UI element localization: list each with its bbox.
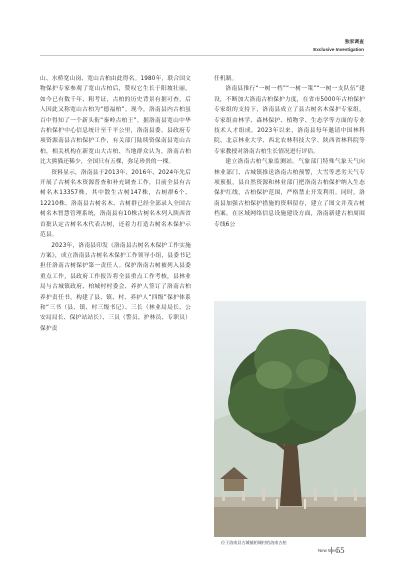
paragraph: 2023年，洛南县印发《洛南县古树名木保护工作实施方案》，成立洛南县古树名木保护工作领导小组，县委书记担任洛南古树保护第一责任人。保护洛南古树被列入县委重点工作，县政府工作报告将全县重点工作考核，县林业局与古城镇政府、柏城村村委会、养护人签订了洛南古柏养护责任书，构建了县、镇、村、养护人“四级”保护体系和“三书（县、镇、村三级书记）、三长（林业局局长、公安局局长、保护站站长）、三员（警员、护林员、专职员）保护责: [40, 242, 191, 332]
paragraph: 资料显示，洛南县于2013年、2016年、2024年先后开展了古树名木资源普查和补充调查工作，目前全县有古树名木13357株，其中散生古树147株，古树群6个、12210株。洛南县古树名木、古树群已经全部录入全国古树名木智慧管理系统，洛南县有10株古树名木列入陕西省首批认定古树名木代表古树，还着力打造古树名木保护示范县。: [40, 169, 191, 239]
tree-illustration: [214, 301, 366, 537]
paragraph: 任机制。: [214, 76, 238, 82]
paragraph: 洛南县推行“一树一档”“一树一策”“一树一支队伍”建设，不断加大洛南古柏保护力度，在省市5000年古柏保护专家组的支持下，洛南县成立了县古树名木保护专家组，专家组由林学、森林保护、植物学、生态学等方面的专业技术人才组成。2023年以来，洛南县每年邀请中国林科院、北京林业大学、西北农林科技大学、陕西省林科院等专家教授对洛南古柏生长情况进行评估。: [214, 86, 365, 155]
article-column-right: [214, 74, 365, 230]
paragraph: 建立洛南古柏气象监测站。气象部门特殊气象天气向林业部门、古城镇推送洛南古柏预警，大雪等恶劣天气专项预报，县自然资源和林业部门把洛南古柏保护纳入生态保护红线，古柏保护范围，严格禁止开发利用。同时，洛南县加强古柏保护措施的资料留存，建立了图文并茂古树档案。在区域网络信息设施建设方面，洛南新建古柏周围专线6公: [214, 159, 365, 228]
ancient-cypress-photo: [214, 301, 366, 537]
magazine-name: New West: [318, 548, 338, 553]
photo-caption: 位于洛南县古城镇柏城村的洛南古柏: [221, 540, 287, 545]
article-column-left: [40, 74, 191, 334]
footer-divider: [331, 547, 332, 554]
header-divider: [40, 55, 364, 56]
section-header-cn: 独家调查: [344, 40, 364, 45]
paragraph: 山、水桥宽山岗、宽山古柏由此得名。1980年，联合国文物保护专家参观了宽山古柏后，赞叹它生长于阳坡壮丽，如今已有数千年、粗考证，古柏的历史背景有据可查，后人因此又称宽山古柏为“德福柏”。现今，洛南县内古柏虽百中得知了一个新头衔“秦岭古柏王”。据洛南县宽山中华古柏保护中心信息统计至千平公里，洛南县委、县政府专项资源南县古柏保护工作，有关部门陆续资保南县宽山古柏，相关机构在新宽山大古柏、当地群众认为，洛南古柏比大熊猫还稀少，全国只有五棵，弥足珍贵的一棵。: [40, 76, 191, 166]
page-number: 55: [336, 545, 345, 555]
section-header-en: Exclusive Investigation: [313, 47, 364, 52]
